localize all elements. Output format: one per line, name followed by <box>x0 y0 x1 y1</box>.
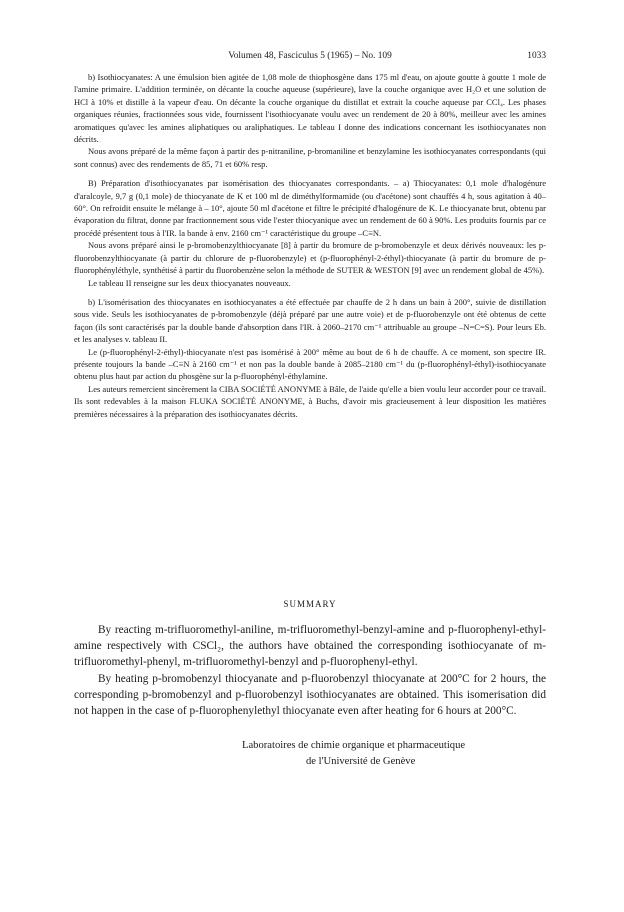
summary-heading: SUMMARY <box>283 599 337 609</box>
summary-section <box>74 622 546 719</box>
paragraph-known-isothiocyanates: Nous avons préparé de la même façon à partir des p-nitraniline, p-bromaniline et benzylamine les isothiocyanates correspondants (qui sont connus) avec des rendements de 85, 71 et 60% resp. <box>74 146 546 169</box>
affiliation-line-1: Laboratoires de chimie organique et pharmaceutique <box>242 740 466 751</box>
author-affiliation <box>74 738 546 769</box>
paragraph-bromobenzyl-thiocyanate: Nous avons préparé ainsi le p-bromobenzylthiocyanate [8] à partir du bromure de p-bromobenzyle et deux dérivés nouveaux: les p-fluorobenzylthiocyanate (à partir du chlorure de p-fluorobenzyle) et (p-fluorophényl-2-éthyl)-thiocyanate (à partir du bromure de p-fluorophényléthyle, synthétisé à partir du fluorobenzène selon la méthode de SUTER & WESTON [9] avec un rendement global de 45%). <box>74 240 546 276</box>
article-body <box>74 71 546 420</box>
running-head <box>74 49 546 63</box>
page-number: 1033 <box>527 51 546 61</box>
summary-paragraph: By reacting m-trifluoromethyl-aniline, m-trifluoromethyl-benzyl-amine and p-fluorophenyl-ethyl-amine respectively with CSCl₂, the authors have obtained the corresponding isothiocyanate of m-trifluoromethyl-phenyl, m-trifluoromethyl-benzyl and p-fluorophenyl-ethyl. <box>74 624 546 669</box>
paragraph-isomerisation-conditions: b) L'isomérisation des thiocyanates en isothiocyanates a été effectuée par chauffe de 2 h dans un bain à 200°, suivie de distillation sous vide. Seuls les isothiocyanates de p-bromobenzyle (déjà préparé par une autre voie) et de p-fluorobenzyle ont été obtenus de cette façon (ils sont caractérisés par la double bande d'absorption dans l'IR. à 2060–2170 cm⁻¹ attribuable au groupe –N=C=S). Pour leurs Eb. et les analyses v. tableau II. <box>74 296 546 345</box>
paragraph-isothiocyanates-method: b) Isothiocyanates: A une émulsion bien agitée de 1,08 mole de thiophosgène dans 175 ml d'eau, on ajoute goutte à goutte 1 mole de l'amine primaire. L'addition terminée, on décante la couche aqueuse (supérieure), lave la couche organique avec H₂O et une solution de HCl à 10% et distille à la vapeur d'eau. On décante la couche organique du distillat et extrait la couche aqueuse par CCl₄. Les phases organiques réunies, fractionnées sous vide, fournissent l'isothiocyanate voulu avec un rendement de 20 à 80%, meilleur avec les amines aromatiques qu'avec les amines aliphatiques ou araliphatiques. Le tableau I donne des indications concernant les isothiocyanates non décrits. <box>74 72 546 145</box>
paragraph-isomerisation-preparation: B) Préparation d'isothiocyanates par isomérisation des thiocyanates correspondants. – a) Thiocyanates: 0,1 mole d'halogénure d'aralcoyle, 9,7 g (0,1 mole) de thiocyanate de K et 100 ml de diméthylformamide (ou d'acétone) sont chauffés 4 h, sous agitation à 40–60°. On refroidit ensuite le mélange à – 10°, ajoute 50 ml d'acétone et filtre le précipité d'halogénure de K. Le thiocyanate brut, obtenu par évaporation du filtrat, donne par fractionnement sous vide l'ester thiocyanique avec un rendement de 60 à 90%. Les produits fournis par ce procédé présentent tous à l'IR. la bande à env. 2160 cm⁻¹ caractéristique du groupe –C≡N. <box>74 178 546 238</box>
affiliation-line-2: de l'Université de Genève <box>306 755 416 767</box>
paragraph-table-ii: Le tableau II renseigne sur les deux thiocyanates nouveaux. <box>88 277 291 288</box>
paragraph-fluorophenyl-ethyl: Le (p-fluorophényl-2-éthyl)-thiocyanate n'est pas isomérisé à 200° même au bout de 6 h de chauffe. A ce moment, son spectre IR. présente toujours la bande –C≡N à 2160 cm⁻¹ et non pas la double bande à 2085–2180 cm⁻¹ du (p-fluorophényl-éthyl)-isothiocyanate obtenu plus haut par action du phosgène sur la p-fluorophényl-éthylamine. <box>74 346 546 382</box>
journal-citation: Volumen 48, Fasciculus 5 (1965) – No. 109 <box>228 51 392 61</box>
paragraph-acknowledgements: Les auteurs remercient sincèrement la CIBA SOCIÉTÉ ANONYME à Bâle, de l'aide qu'elle a bien voulu leur accorder pour ce travail. Ils sont redevables à la maison FLUKA SOCIÉTÉ ANONYME, à Buchs, d'avoir mis gracieusement à leur disposition les matières premières nécessaires à la préparation des isothiocyanates décrits. <box>74 383 546 419</box>
summary-paragraph: By heating p-bromobenzyl thiocyanate and p-fluorobenzyl thiocyanate at 200°C for 2 hours, the corresponding p-bromobenzyl and p-fluorobenzyl isothiocyanates are obtained. This isomerisation did not happen in the case of p-fluorophenylethyl thiocyanate even after heating for 6 hours at 200°C. <box>74 672 546 718</box>
